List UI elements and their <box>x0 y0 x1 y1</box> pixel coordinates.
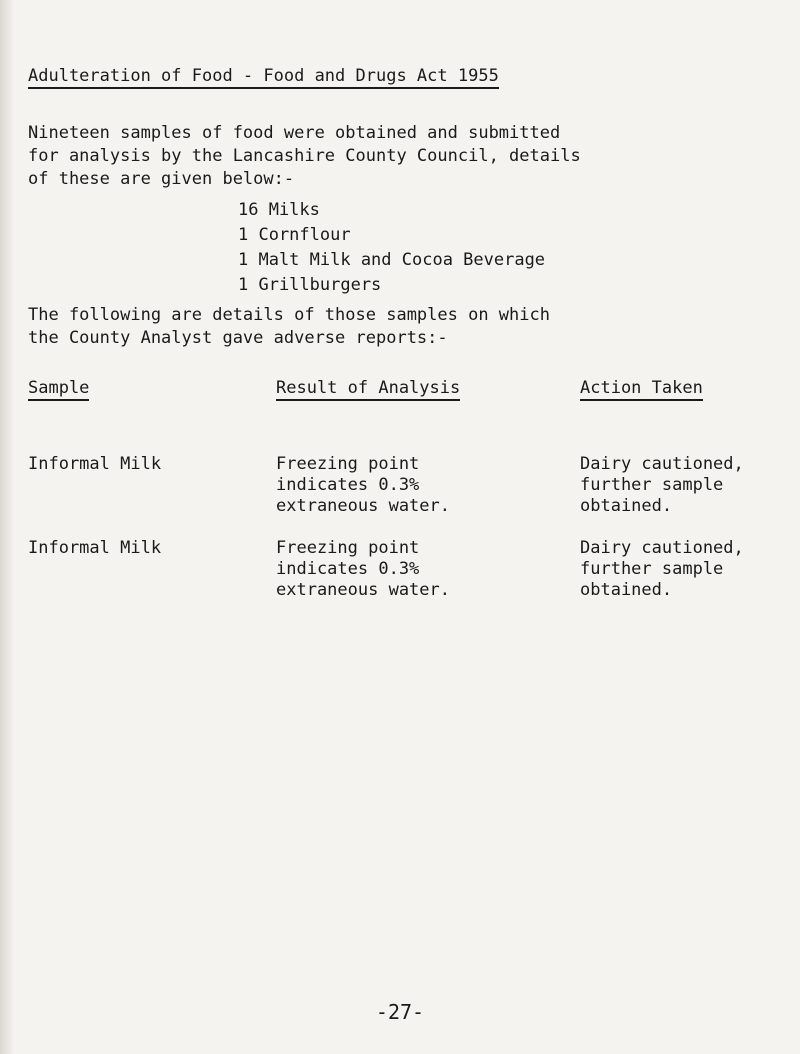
list-item: 1 Grillburgers <box>238 275 382 295</box>
intro-line: Nineteen samples of food were obtained and submitted <box>28 123 561 143</box>
page-edge-shadow <box>0 0 14 1054</box>
cell-line: indicates 0.3% <box>276 475 420 495</box>
intro-line: of these are given below:- <box>28 169 295 189</box>
cell-line: Informal Milk <box>28 538 162 558</box>
list-item: 1 Cornflour <box>238 225 351 245</box>
table-cell-result <box>276 538 450 601</box>
table-cell-action <box>580 538 744 601</box>
table-cell-sample <box>28 538 161 559</box>
list-item: 1 Malt Milk and Cocoa Beverage <box>238 250 546 270</box>
table-cell-sample <box>28 454 161 475</box>
cell-line: obtained. <box>580 580 673 600</box>
cell-line: Freezing point <box>276 454 420 474</box>
cell-line: Freezing point <box>276 538 420 558</box>
cell-line: Dairy cautioned, <box>580 538 744 558</box>
heading-text: Adulteration of Food - Food and Drugs Act 1955 <box>28 66 499 89</box>
cell-line: extraneous water. <box>276 580 450 600</box>
samples-list <box>238 198 545 298</box>
cell-line: obtained. <box>580 496 673 516</box>
cell-line: Informal Milk <box>28 454 162 474</box>
intro-line: for analysis by the Lancashire County Council, details <box>28 146 581 166</box>
cell-line: further sample <box>580 559 724 579</box>
cell-line: further sample <box>580 475 724 495</box>
cell-line: indicates 0.3% <box>276 559 420 579</box>
table-cell-result <box>276 454 450 517</box>
column-header-label: Sample <box>28 378 89 401</box>
page-heading <box>28 66 499 86</box>
cell-line: Dairy cautioned, <box>580 454 744 474</box>
adverse-line: the County Analyst gave adverse reports:- <box>28 328 448 348</box>
table-cell-action <box>580 454 744 517</box>
adverse-paragraph <box>28 304 550 350</box>
adverse-line: The following are details of those samples on which <box>28 305 550 325</box>
intro-paragraph <box>28 122 581 191</box>
column-header-label: Result of Analysis <box>276 378 460 401</box>
column-header-label: Action Taken <box>580 378 703 401</box>
list-item: 16 Milks <box>238 200 320 220</box>
cell-line: extraneous water. <box>276 496 450 516</box>
column-header-sample <box>28 378 89 398</box>
column-header-action <box>580 378 703 398</box>
column-header-result <box>276 378 460 398</box>
page-number: -27- <box>375 1000 425 1024</box>
